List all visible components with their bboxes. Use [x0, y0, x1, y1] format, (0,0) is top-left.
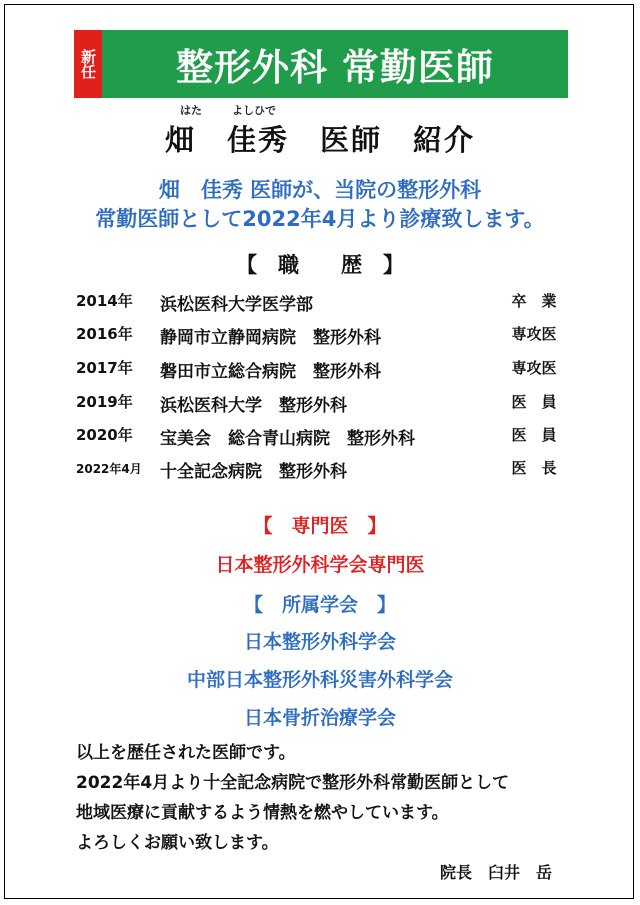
new-badge: 新任 — [74, 30, 102, 98]
career-org: 浜松医科大学医学部 — [160, 295, 313, 315]
societies-heading: 【 所属学会 】 — [243, 594, 396, 616]
career-row — [0, 391, 640, 417]
lead-text — [0, 176, 640, 234]
career-year: 2022年4月 — [76, 462, 142, 476]
specialist-heading: 【 専門医 】 — [253, 515, 387, 537]
closing-line: よろしくお願い致します。 — [76, 833, 279, 853]
career-org: 宝美会 総合青山病院 整形外科 — [160, 429, 415, 449]
career-position: 医 員 — [511, 426, 557, 444]
ruby-given: よしひで — [232, 104, 276, 117]
intro-title: 畑 佳秀 医師 紹介 — [164, 123, 475, 157]
banner-title: 整形外科 常勤医師 — [102, 30, 568, 98]
career-row — [0, 457, 640, 483]
career-org: 十全記念病院 整形外科 — [160, 462, 347, 482]
career-year: 2016年 — [76, 325, 133, 343]
title-banner — [74, 30, 568, 98]
career-row — [0, 323, 640, 349]
career-year: 2014年 — [76, 292, 133, 310]
director-signature: 院長 臼井 岳 — [440, 863, 553, 882]
lead-line-2: 常勤医師として2022年4月より診療致します。 — [95, 207, 545, 231]
career-position: 卒 業 — [511, 292, 557, 310]
career-position: 医 長 — [511, 459, 557, 477]
career-position: 専攻医 — [511, 325, 557, 343]
career-year: 2017年 — [76, 359, 133, 377]
closing-line: 地域医療に貢献するよう情熱を燃やしています。 — [76, 803, 449, 823]
career-year: 2020年 — [76, 426, 133, 444]
career-org: 浜松医科大学 整形外科 — [160, 396, 347, 416]
career-row — [0, 424, 640, 450]
career-row — [0, 357, 640, 383]
closing-text — [76, 738, 509, 858]
career-position: 専攻医 — [511, 359, 557, 377]
career-heading: 【 職 歴 】 — [236, 253, 404, 277]
ruby-surname: はた — [180, 104, 202, 117]
career-row — [0, 290, 640, 316]
closing-line: 2022年4月より十全記念病院で整形外科常勤医師として — [76, 773, 510, 793]
specialist-item: 日本整形外科学会専門医 — [215, 554, 425, 576]
society-item: 日本骨折治療学会 — [243, 707, 396, 729]
lead-line-1: 畑 佳秀 医師が、当院の整形外科 — [158, 178, 482, 202]
career-position: 医 員 — [511, 393, 557, 411]
society-item: 中部日本整形外科災害外科学会 — [186, 669, 453, 691]
career-org: 静岡市立静岡病院 整形外科 — [160, 328, 381, 348]
career-org: 磐田市立総合病院 整形外科 — [160, 362, 381, 382]
society-item: 日本整形外科学会 — [243, 631, 396, 653]
closing-line: 以上を歴任された医師です。 — [76, 743, 296, 763]
career-year: 2019年 — [76, 393, 133, 411]
